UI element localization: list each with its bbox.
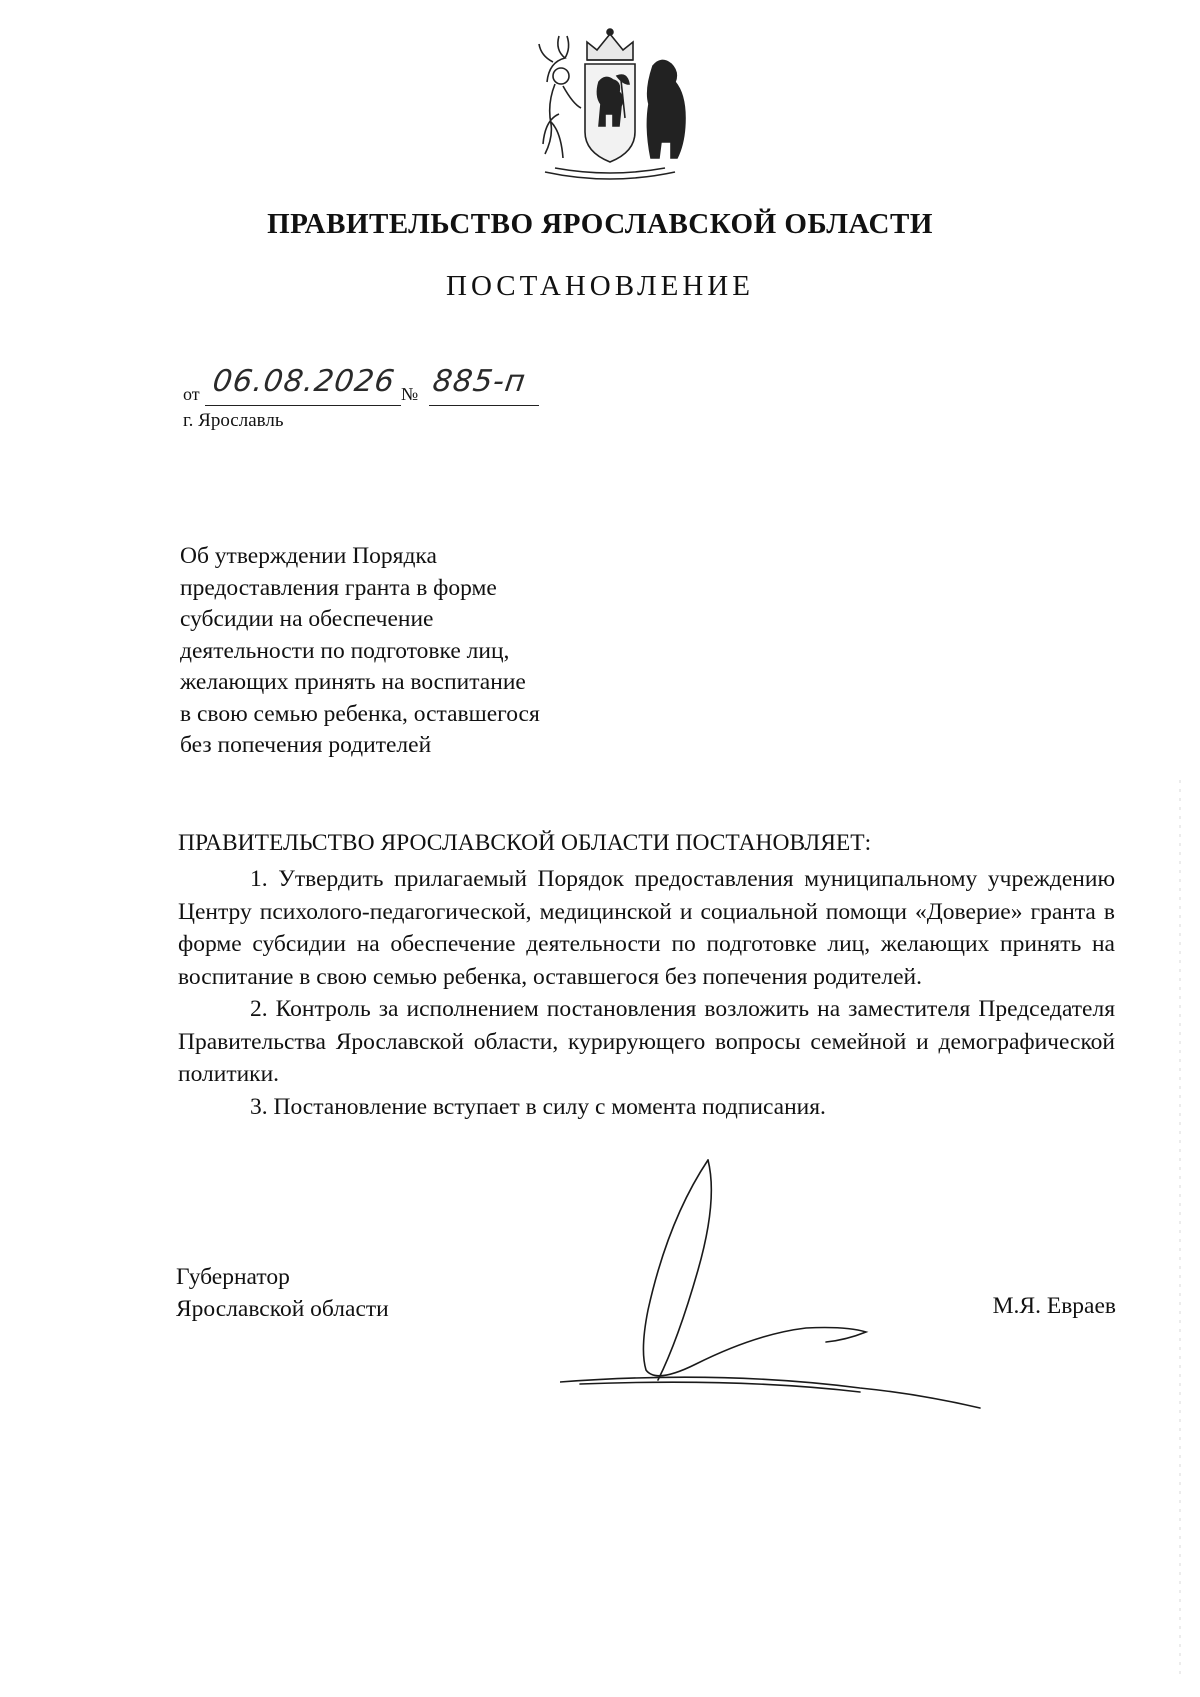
resolution-item-1: 1. Утвердить прилагаемый Порядок предоставления муниципальному учреждению Центру психолого-педагогической, медицинской и социальной помощи «Доверие» гранта в форме субсидии на обеспечение деятельности по подготовке лиц, желающих принять на воспитание в свою семью ребенка, оставшегося без попечения родителей. (178, 866, 1115, 990)
date-number-line (183, 364, 543, 408)
city-label: г. Ярославль (183, 410, 284, 431)
handwritten-number: 885-п (430, 364, 529, 399)
handwritten-signature-icon (560, 1150, 1000, 1410)
subject-line: Об утверждении Порядка (180, 543, 437, 569)
resolution-item-2: 2. Контроль за исполнением постановления возложить на заместителя Председателя Правительства Ярославской области, курирующего вопросы семейной и демографической политики. (178, 996, 1115, 1087)
handwritten-date: 06.08.2026 (210, 364, 398, 399)
government-title: ПРАВИТЕЛЬСТВО ЯРОСЛАВСКОЙ ОБЛАСТИ (267, 208, 933, 240)
number-underline (429, 405, 539, 406)
subject-line: субсидии на обеспечение (180, 606, 434, 632)
date-prefix: от (183, 384, 200, 404)
position-line: Ярославской области (176, 1296, 389, 1322)
resolves-heading: ПРАВИТЕЛЬСТВО ЯРОСЛАВСКОЙ ОБЛАСТИ ПОСТАНОВЛЯЕТ: (178, 830, 872, 856)
resolution-item-3: 3. Постановление вступает в силу с момента подписания. (250, 1093, 826, 1120)
subject-line: без попечения родителей (180, 732, 432, 758)
document-type-title: ПОСТАНОВЛЕНИЕ (446, 270, 754, 302)
subject-line: деятельности по подготовке лиц, (180, 637, 510, 664)
date-underline (205, 405, 401, 406)
signatory-name: М.Я. Евраев (992, 1293, 1116, 1319)
subject-line: предоставления гранта в форме (180, 574, 497, 601)
resolution-body (178, 863, 1115, 1123)
signatory-position (176, 1261, 389, 1325)
position-line: Губернатор (176, 1264, 290, 1290)
number-prefix: № (401, 384, 419, 404)
subject-line: в свою семью ребенка, оставшегося (180, 700, 540, 727)
resolution-subject (180, 541, 680, 762)
coat-of-arms-icon (525, 22, 695, 187)
subject-line: желающих принять на воспитание (180, 669, 526, 695)
scan-edge-mark (1178, 780, 1182, 1680)
